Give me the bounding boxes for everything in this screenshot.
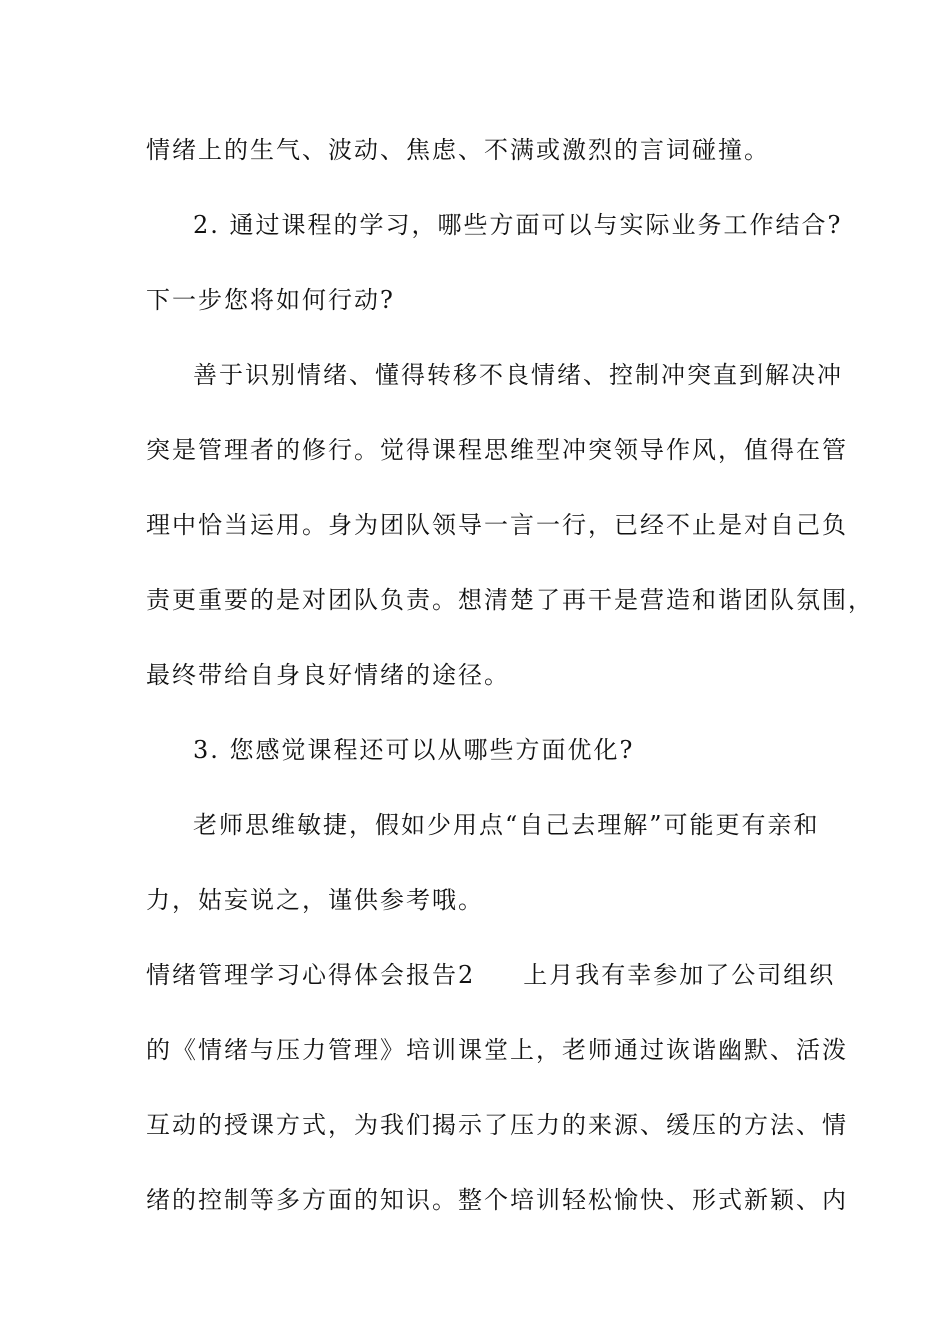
report-2-title: 情绪管理学习心得体会报告2 (146, 961, 476, 989)
paragraph-line-1: 情绪上的生气、波动、焦虑、不满或激烈的言词碰撞。 (146, 136, 770, 164)
report-2-line-3: 互动的授课方式，为我们揭示了压力的来源、缓压的方法、情 (146, 1111, 848, 1139)
question-2-continued: 下一步您将如何行动? (146, 286, 395, 314)
report-2-heading-line (146, 960, 835, 990)
question-3: 3. 您感觉课程还可以从哪些方面优化? (193, 736, 635, 764)
report-2-line-2: 的《情绪与压力管理》培训课堂上，老师通过诙谐幽默、活泼 (146, 1036, 848, 1064)
answer-2-line-2: 突是管理者的修行。觉得课程思维型冲突领导作风，值得在管 (146, 436, 848, 464)
answer-2-line-3: 理中恰当运用。身为团队领导一言一行，已经不止是对自己负 (146, 511, 848, 539)
answer-3-line-2: 力，姑妄说之，谨供参考哦。 (146, 886, 484, 914)
question-2: 2. 通过课程的学习，哪些方面可以与实际业务工作结合? (193, 211, 843, 239)
answer-2-line-4: 责更重要的是对团队负责。想清楚了再干是营造和谐团队氛围， (146, 586, 874, 614)
answer-2-line-5: 最终带给自身良好情绪的途径。 (146, 661, 510, 689)
answer-3-line-1: 老师思维敏捷，假如少用点“自己去理解”可能更有亲和 (193, 811, 820, 839)
report-2-line-4: 绪的控制等多方面的知识。整个培训轻松愉快、形式新颖、内 (146, 1186, 848, 1214)
report-2-opening: 上月我有幸参加了公司组织 (523, 961, 836, 989)
answer-2-line-1: 善于识别情绪、懂得转移不良情绪、控制冲突直到解决冲 (193, 361, 843, 389)
